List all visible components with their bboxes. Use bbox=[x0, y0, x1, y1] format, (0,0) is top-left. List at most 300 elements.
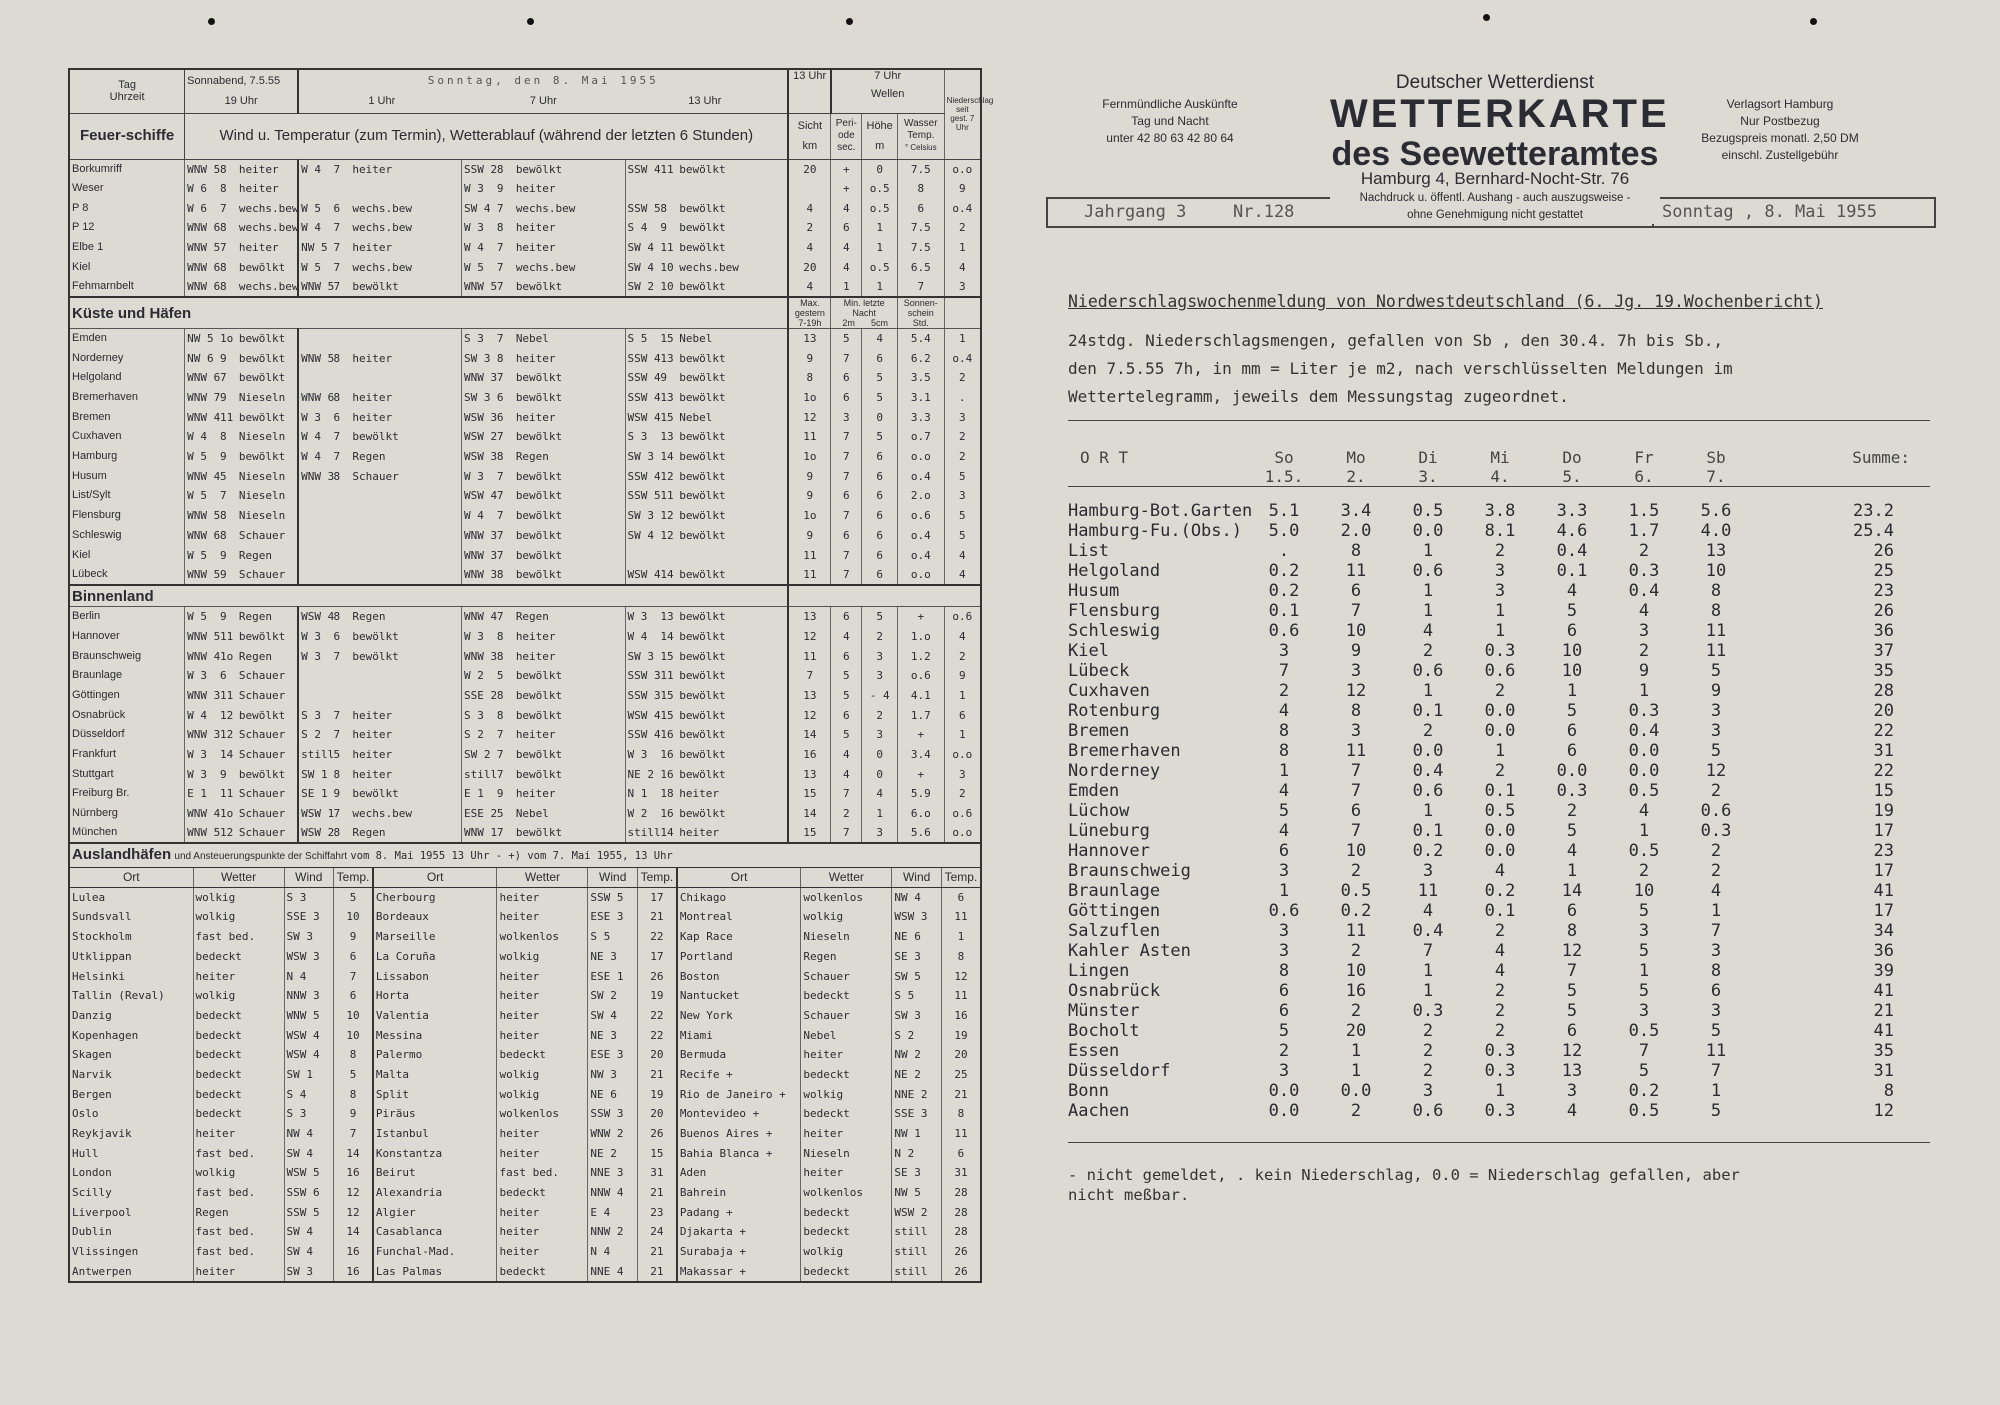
precip-value: 5 bbox=[1566, 700, 1578, 721]
port-name: Makassar + bbox=[677, 1262, 801, 1282]
port-weather: fast bed. bbox=[497, 1163, 588, 1183]
min-label: Min. letzte Nacht bbox=[843, 298, 885, 319]
sum-value: 35 bbox=[1873, 660, 1894, 681]
precip-row bbox=[1068, 641, 1930, 661]
precip-value: 3 bbox=[1422, 860, 1434, 881]
port-wind: WNW 5 bbox=[284, 1006, 334, 1026]
col7-time-cell bbox=[831, 69, 944, 113]
measure-value: 7 bbox=[831, 447, 862, 467]
station-row bbox=[69, 277, 981, 297]
port-name: Utklippan bbox=[72, 949, 132, 963]
port-wind: SW 4 bbox=[284, 1242, 334, 1262]
temp-value: 15 bbox=[660, 332, 674, 346]
precip-value: 6 bbox=[1566, 620, 1578, 641]
port-temp: 8 bbox=[334, 1084, 373, 1104]
precip-value: 7 bbox=[1566, 960, 1578, 981]
station-row bbox=[69, 257, 981, 277]
weather-value: heiter bbox=[515, 629, 556, 643]
measure-value: o.4 bbox=[897, 466, 944, 486]
port-weather: heiter bbox=[497, 1124, 588, 1144]
sunday-label: Sonntag, den 8. Mai 1955 bbox=[427, 74, 659, 88]
wind-value: W 2 bbox=[625, 804, 658, 824]
port-wind: S 5 bbox=[892, 986, 942, 1006]
precip-value: 2 bbox=[1278, 680, 1290, 701]
temp-value bbox=[331, 526, 350, 546]
temp-value: 8 bbox=[333, 610, 341, 624]
temp-value: 9 bbox=[220, 351, 227, 365]
temp-value: 6 bbox=[220, 669, 227, 683]
port-wind: NE 6 bbox=[588, 1084, 638, 1104]
sum-value: 31 bbox=[1873, 740, 1894, 761]
precip-value: 0.2 bbox=[1412, 840, 1444, 861]
port-weather: heiter bbox=[801, 1045, 892, 1065]
port-weather: wolkig bbox=[193, 907, 284, 927]
punch-hole bbox=[1810, 18, 1817, 25]
temp-value: 9 bbox=[220, 450, 227, 464]
wind-value: S 4 bbox=[625, 218, 658, 238]
temp-value: 18 bbox=[660, 787, 674, 801]
measure-value: 1 bbox=[862, 804, 898, 824]
measure-value: 0 bbox=[862, 407, 898, 427]
measure-value: 5.9 bbox=[897, 784, 944, 804]
station-name: Elbe 1 bbox=[72, 241, 104, 254]
temp-value: 9 bbox=[333, 787, 341, 801]
weather-value: bewölkt bbox=[679, 509, 726, 523]
station-row bbox=[69, 526, 981, 546]
port-wind: SSW 5 bbox=[284, 1202, 334, 1222]
precip-value: 0.5 bbox=[1628, 1100, 1660, 1121]
weather-value: heiter bbox=[352, 410, 393, 424]
weather-value: Regen bbox=[238, 548, 273, 562]
measure-value: 6 bbox=[862, 466, 898, 486]
port-wind: NE 2 bbox=[588, 1143, 638, 1163]
weather-value: Regen bbox=[238, 649, 273, 663]
precip-value: 1 bbox=[1638, 820, 1650, 841]
station-name: Lübeck bbox=[72, 567, 108, 580]
precip-value: 3.3 bbox=[1556, 500, 1588, 521]
weather-value: bewölkt bbox=[515, 280, 563, 294]
wind-value: WNW 5 bbox=[185, 627, 218, 647]
measure-value: 6 bbox=[862, 565, 898, 585]
port-weather: heiter bbox=[497, 907, 588, 927]
station-name: Bremerhaven bbox=[72, 391, 139, 404]
precip-value: 3 bbox=[1494, 560, 1506, 581]
port-temp: 28 bbox=[941, 1183, 981, 1203]
precip-row bbox=[1068, 1061, 1930, 1081]
precip-value: 1 bbox=[1278, 760, 1290, 781]
port-temp: 16 bbox=[334, 1242, 373, 1262]
precip-value: 1 bbox=[1494, 600, 1506, 621]
weather-value: bewölkt bbox=[238, 410, 286, 424]
port-name: Narvik bbox=[72, 1067, 112, 1081]
wind-value: SSW 4 bbox=[625, 368, 658, 388]
wind-value: N 1 bbox=[625, 784, 658, 804]
col-header-wind: Wind bbox=[892, 867, 942, 887]
port-wind: N 4 bbox=[588, 1242, 638, 1262]
wind-value: W 5 bbox=[185, 607, 218, 627]
temp-value: 7 bbox=[496, 469, 504, 483]
precip-value: 14 bbox=[1561, 880, 1583, 901]
port-weather: heiter bbox=[497, 1242, 588, 1262]
port-wind: WSW 2 bbox=[892, 1202, 942, 1222]
min-2m: 2m bbox=[842, 318, 855, 329]
port-temp: 14 bbox=[334, 1143, 373, 1163]
temp-value: 8 bbox=[496, 221, 504, 235]
weather-value: heiter bbox=[515, 787, 556, 801]
port-wind: SSE 3 bbox=[284, 907, 334, 927]
port-name: Skagen bbox=[72, 1048, 112, 1062]
measure-value bbox=[788, 179, 830, 199]
measure-value: 5 bbox=[831, 725, 862, 745]
station-name: Düsseldorf bbox=[1068, 1060, 1171, 1081]
port-row bbox=[69, 1183, 981, 1203]
temp-value: 8 bbox=[220, 280, 227, 294]
port-temp: 22 bbox=[638, 1006, 677, 1026]
station-name: Schleswig bbox=[1068, 620, 1161, 641]
wind-value: W 4 bbox=[298, 447, 331, 467]
temp-value: 1o bbox=[220, 649, 234, 663]
station-name: List bbox=[1068, 540, 1109, 561]
precip-value: 7 bbox=[1350, 760, 1362, 781]
auslandhaefen-title: Auslandhäfen bbox=[72, 846, 172, 864]
precip-value: 4 bbox=[1638, 800, 1650, 821]
station-name: Göttingen bbox=[1068, 900, 1161, 921]
wind-value: WNW 6 bbox=[298, 388, 331, 408]
wind-value: W 4 bbox=[462, 506, 495, 526]
port-weather: wolkig bbox=[193, 887, 284, 907]
port-name: Lissabon bbox=[373, 966, 497, 986]
precip-value: 1 bbox=[1638, 960, 1650, 981]
wind-value: WNW 1 bbox=[462, 823, 495, 843]
precip-value: 11 bbox=[1345, 920, 1367, 941]
measure-value: + bbox=[897, 725, 944, 745]
measure-value: 6 bbox=[862, 348, 898, 368]
port-name: Piräus bbox=[373, 1104, 497, 1124]
weather-value: Regen bbox=[515, 450, 549, 464]
m-label: m bbox=[875, 140, 885, 152]
col-header-ort: Ort bbox=[677, 867, 801, 887]
port-weather: wolkig bbox=[801, 1084, 892, 1104]
port-weather: fast bed. bbox=[193, 927, 284, 947]
wind-value: WSW 4 bbox=[298, 607, 331, 627]
precip-value: 13 bbox=[1561, 1060, 1583, 1081]
temp-value bbox=[331, 686, 350, 706]
weather-value: bewölkt bbox=[679, 162, 726, 176]
blank-header bbox=[944, 297, 981, 329]
section-filler bbox=[788, 585, 981, 607]
precip-row bbox=[1068, 921, 1930, 941]
port-name: Funchal-Mad. bbox=[373, 1242, 497, 1262]
precip-value: 2 bbox=[1638, 540, 1650, 561]
precip-value: 2.0 bbox=[1340, 520, 1372, 541]
station-name: Göttingen bbox=[72, 688, 120, 701]
measure-value: . bbox=[944, 388, 981, 408]
precip-value: 3 bbox=[1350, 720, 1362, 741]
wind-value: WNW 3 bbox=[462, 368, 495, 388]
sum-value: 19 bbox=[1873, 800, 1894, 821]
measure-value: o.5 bbox=[862, 198, 898, 218]
precip-value: 2 bbox=[1710, 780, 1722, 801]
precip-row bbox=[1068, 801, 1930, 821]
weather-value: bewölkt bbox=[679, 489, 726, 503]
measure-value: 5 bbox=[831, 686, 862, 706]
port-weather: heiter bbox=[497, 887, 588, 907]
masthead-right-line: Bezugspreis monatl. 2,50 DM bbox=[1701, 131, 1859, 145]
wind-value: WNW 5 bbox=[185, 565, 218, 585]
sum-value: 28 bbox=[1873, 680, 1894, 701]
temp-value bbox=[331, 545, 350, 565]
rule bbox=[1068, 1142, 1930, 1143]
port-weather: bedeckt bbox=[801, 1202, 892, 1222]
temp-value bbox=[331, 506, 350, 526]
sum-value: 17 bbox=[1873, 820, 1894, 841]
precip-value: 0.3 bbox=[1556, 780, 1588, 801]
precip-value: 0.6 bbox=[1412, 560, 1444, 581]
port-name: Recife + bbox=[677, 1065, 801, 1085]
measure-value: 9 bbox=[788, 486, 830, 506]
nachdruck-note: Nachdruck u. öffentl. Aushang - auch auszugsweise - ohne Genehmigung nicht gestattet bbox=[1330, 190, 1660, 224]
temp-value: 15 bbox=[660, 708, 674, 722]
precip-row bbox=[1068, 821, 1930, 841]
port-wind: still bbox=[892, 1242, 942, 1262]
measure-value: 2 bbox=[862, 627, 898, 647]
precip-value: 11 bbox=[1705, 640, 1727, 661]
port-temp: 12 bbox=[334, 1183, 373, 1203]
port-weather: heiter bbox=[193, 1262, 284, 1282]
port-weather: heiter bbox=[497, 966, 588, 986]
sunshine-header: Sonnen-schein Std. bbox=[897, 297, 944, 329]
measure-value: 2 bbox=[944, 646, 981, 666]
weather-value: Schauer bbox=[238, 528, 286, 542]
port-weather: Nieseln bbox=[801, 1143, 892, 1163]
port-wind: E 4 bbox=[588, 1202, 638, 1222]
wind-value bbox=[298, 526, 331, 546]
precip-row bbox=[1068, 601, 1930, 621]
temp-value: 11 bbox=[220, 629, 234, 643]
min-5cm: 5cm bbox=[871, 318, 889, 329]
wind-value: WNW 4 bbox=[185, 646, 218, 666]
precip-value: 9 bbox=[1710, 680, 1722, 701]
measure-value: 1o bbox=[788, 388, 830, 408]
precip-value: 0.5 bbox=[1340, 880, 1372, 901]
wind-value: W 2 bbox=[462, 666, 495, 686]
port-wind: S 2 bbox=[892, 1025, 942, 1045]
port-wind: SE 3 bbox=[892, 1163, 942, 1183]
weather-value: Schauer bbox=[238, 688, 286, 702]
max-temp-header: Max. gestern 7-19h bbox=[788, 297, 830, 329]
wind-value: SSW 4 bbox=[625, 348, 658, 368]
precip-value: 2 bbox=[1350, 860, 1362, 881]
port-name: Reykjavik bbox=[72, 1127, 132, 1141]
measure-value: o.6 bbox=[897, 666, 944, 686]
measure-value: 4 bbox=[862, 784, 898, 804]
port-wind: SSW 6 bbox=[284, 1183, 334, 1203]
port-name: Bermuda bbox=[677, 1045, 801, 1065]
precip-value: 5 bbox=[1638, 1060, 1650, 1081]
temp-value: 7 bbox=[496, 430, 504, 444]
weather-value: Nebel bbox=[515, 332, 549, 346]
measure-value: 5 bbox=[862, 388, 898, 408]
precip-value: 1 bbox=[1638, 680, 1650, 701]
precip-value: 0.5 bbox=[1628, 1020, 1660, 1041]
wind-value: W 3 bbox=[462, 466, 495, 486]
temp-value: 7 bbox=[220, 371, 227, 385]
wind-value: WNW 6 bbox=[185, 526, 218, 546]
precip-row bbox=[1068, 761, 1930, 781]
precip-value: 5 bbox=[1638, 980, 1650, 1001]
temp-value: 5 bbox=[496, 669, 504, 683]
precip-value: 4 bbox=[1422, 900, 1434, 921]
precip-row bbox=[1068, 721, 1930, 741]
weather-value: bewölkt bbox=[679, 610, 726, 624]
precip-value: 1 bbox=[1566, 860, 1578, 881]
precip-row bbox=[1068, 1041, 1930, 1061]
precip-value: 3 bbox=[1710, 1000, 1722, 1021]
weather-value: heiter bbox=[515, 221, 556, 235]
section-header-row bbox=[69, 585, 981, 607]
weather-value: wechs.bew bbox=[238, 201, 299, 215]
measure-value: 7.5 bbox=[897, 218, 944, 238]
precip-value: 4 bbox=[1494, 960, 1506, 981]
precip-value: 0.2 bbox=[1484, 880, 1516, 901]
port-temp: 7 bbox=[334, 966, 373, 986]
precip-row bbox=[1068, 1101, 1930, 1121]
measure-value: 15 bbox=[788, 823, 830, 843]
precip-value: 6 bbox=[1278, 980, 1290, 1001]
precip-value: 2 bbox=[1494, 680, 1506, 701]
col-header-wetter: Wetter bbox=[801, 867, 892, 887]
wind-value: S 5 bbox=[625, 329, 658, 349]
wind-value: SW 1 bbox=[298, 764, 331, 784]
station-name: Bonn bbox=[1068, 1080, 1109, 1101]
station-name: Frankfurt bbox=[72, 748, 117, 761]
wind-value: WNW 5 bbox=[185, 238, 218, 258]
weather-value: bewölkt bbox=[238, 767, 286, 781]
measure-value: o.o bbox=[944, 823, 981, 843]
weather-value bbox=[350, 666, 461, 686]
measure-value: 7 bbox=[831, 784, 862, 804]
measure-value: 7 bbox=[831, 506, 862, 526]
measure-value: o.4 bbox=[944, 198, 981, 218]
temp-value: 7 bbox=[333, 241, 341, 255]
port-wind: still bbox=[892, 1262, 942, 1282]
precip-value: 0.3 bbox=[1484, 640, 1516, 661]
temp-value: 7 bbox=[333, 708, 341, 722]
measure-value: o.5 bbox=[862, 179, 898, 199]
measure-value: 4 bbox=[831, 627, 862, 647]
station-name: Braunlage bbox=[72, 669, 123, 682]
weather-value: heiter bbox=[515, 182, 556, 196]
weather-value bbox=[350, 526, 461, 546]
temp-value: 8 bbox=[220, 221, 227, 235]
wind-value: SE 1 bbox=[298, 784, 331, 804]
wind-value: SW 3 bbox=[625, 646, 658, 666]
precip-value: 4 bbox=[1278, 700, 1290, 721]
station-name: Braunschweig bbox=[1068, 860, 1191, 881]
sicht-label: Sicht bbox=[797, 120, 823, 132]
weather-value: bewölkt bbox=[679, 241, 726, 255]
precip-row bbox=[1068, 661, 1930, 681]
precip-value: 0.6 bbox=[1268, 900, 1300, 921]
port-wind: SSE 3 bbox=[892, 1104, 942, 1124]
port-name: Messina bbox=[373, 1025, 497, 1045]
weather-value: bewölkt bbox=[515, 708, 563, 722]
station-name: Kiel bbox=[1068, 640, 1109, 661]
port-wind: S 5 bbox=[588, 927, 638, 947]
port-name: Las Palmas bbox=[373, 1262, 497, 1282]
weather-value: bewölkt bbox=[679, 649, 726, 663]
precip-value: 5.1 bbox=[1268, 500, 1300, 521]
station-row bbox=[69, 218, 981, 238]
weather-value: heiter bbox=[352, 748, 393, 762]
observations-table bbox=[68, 68, 994, 844]
weather-value: bewölkt bbox=[679, 688, 726, 702]
port-temp: 11 bbox=[941, 986, 981, 1006]
precip-value: 5 bbox=[1710, 740, 1722, 761]
port-row bbox=[69, 1045, 981, 1065]
day-header: Mo 2. bbox=[1346, 448, 1366, 486]
precip-value: 1 bbox=[1422, 540, 1434, 561]
measure-value: 3 bbox=[862, 725, 898, 745]
station-name: Kahler Asten bbox=[1068, 940, 1191, 961]
precip-value: 0.3 bbox=[1484, 1100, 1516, 1121]
measure-value: 7 bbox=[831, 823, 862, 843]
measure-value: 6.2 bbox=[897, 348, 944, 368]
precip-value: 1 bbox=[1494, 740, 1506, 761]
port-name: Dublin bbox=[72, 1225, 112, 1239]
day-header: Mi 4. bbox=[1490, 448, 1510, 486]
weather-value: heiter bbox=[352, 767, 393, 781]
port-wind: N 2 bbox=[892, 1143, 942, 1163]
precip-value: 0.3 bbox=[1412, 1000, 1444, 1021]
weather-value: heiter bbox=[352, 241, 393, 255]
station-name: Essen bbox=[1068, 1040, 1120, 1061]
measure-value: 1.7 bbox=[897, 705, 944, 725]
port-name: Scilly bbox=[72, 1186, 112, 1200]
port-wind: WNW 2 bbox=[588, 1124, 638, 1144]
precip-value: 0.4 bbox=[1412, 760, 1444, 781]
port-wind: NW 5 bbox=[892, 1183, 942, 1203]
weather-value: bewölkt bbox=[352, 629, 399, 643]
precip-row bbox=[1068, 961, 1930, 981]
measure-value: o.o bbox=[944, 745, 981, 765]
temp-value: 16 bbox=[660, 728, 674, 742]
port-weather: wolkig bbox=[497, 1065, 588, 1085]
precip-value: 3 bbox=[1278, 860, 1290, 881]
precip-value: 6 bbox=[1566, 720, 1578, 741]
port-weather: bedeckt bbox=[193, 1006, 284, 1026]
precip-value: 4.0 bbox=[1700, 520, 1732, 541]
port-weather: bedeckt bbox=[801, 1104, 892, 1124]
port-temp: 16 bbox=[334, 1163, 373, 1183]
wind-value: W 5 bbox=[298, 198, 331, 218]
wind-value: W 4 bbox=[298, 427, 331, 447]
port-wind: NNE 2 bbox=[892, 1084, 942, 1104]
precip-value: 8 bbox=[1710, 600, 1722, 621]
station-name: Lüchow bbox=[1068, 800, 1130, 821]
precip-value: 0.3 bbox=[1628, 560, 1660, 581]
precip-value: 0.1 bbox=[1412, 820, 1444, 841]
station-row bbox=[69, 447, 981, 467]
station-name: Schleswig bbox=[72, 528, 122, 541]
sum-value: 37 bbox=[1873, 640, 1894, 661]
sum-value: 15 bbox=[1873, 780, 1894, 801]
measure-value: + bbox=[831, 179, 862, 199]
wind-value: WSW 4 bbox=[462, 486, 495, 506]
weather-value: Regen bbox=[515, 610, 549, 624]
port-name: La Coruña bbox=[373, 947, 497, 967]
saturday-label: Sonnabend, 7.5.55 bbox=[187, 75, 281, 88]
